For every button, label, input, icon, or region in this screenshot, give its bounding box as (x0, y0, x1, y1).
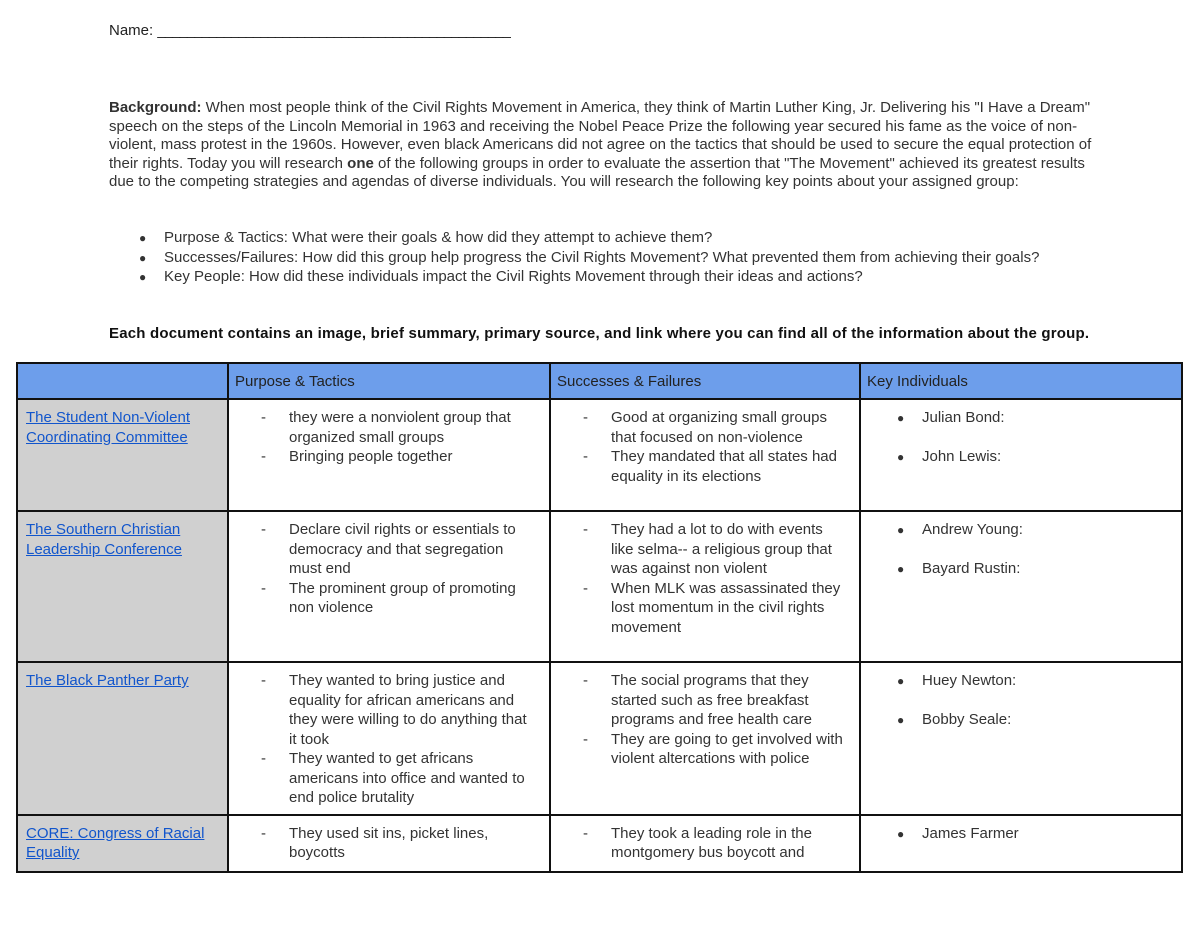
list-item: - They wanted to bring justice and equality for african americans and they were willing to do anything that it took (261, 672, 527, 748)
table-header-row (17, 363, 1182, 399)
group-cell (17, 399, 228, 511)
key-point-purpose: ● Purpose & Tactics: What were their goals & how did they attempt to achieve them? (109, 228, 1099, 248)
key-points-list (109, 228, 1099, 287)
list-item: - They mandated that all states had equality in its elections (583, 448, 837, 485)
list-item: ● Bobby Seale: (873, 710, 1169, 730)
list-item: - They wanted to get africans americans into office and wanted to end police brutality (261, 750, 525, 806)
list-item: ● Andrew Young: (873, 520, 1169, 540)
group-link-core[interactable]: CORE: Congress of Racial Equality (26, 824, 205, 861)
header-individuals: Key Individuals (860, 363, 1182, 399)
bullet-icon: ● (897, 523, 905, 537)
list-item: - Bringing people together (261, 448, 453, 465)
table-row (17, 815, 1182, 872)
header-group (17, 363, 228, 399)
list-item: ● Bayard Rustin: (873, 559, 1169, 579)
background-text-1: When most people think of the Civil Rights Movement in America, they think of Martin Luther King, Jr. Delivering his "I Have a Dream" speech on the steps of the Lincoln Memorial in 1963 and receiving the Nobel Peace Prize the following year secured his fame as the voice of non-violent, mass protest in the 1960s. However, even black Americans did not agree on the tactics that should be used to secure the equal protection of their rights. Today you will research (109, 99, 1092, 172)
list-item: - They took a leading role in the montgomery bus boycott and (583, 824, 812, 861)
purpose-cell[interactable] (228, 399, 550, 511)
bullet-icon: ● (897, 411, 905, 425)
key-point-successes: ● Successes/Failures: How did this group help progress the Civil Rights Movement? What prevented them from achieving their goals? (109, 248, 1099, 268)
bullet-icon: ● (139, 270, 147, 284)
purpose-cell[interactable] (228, 815, 550, 872)
people-cell[interactable] (860, 399, 1182, 511)
successes-cell[interactable] (550, 511, 860, 662)
header-purpose: Purpose & Tactics (228, 363, 550, 399)
group-cell (17, 511, 228, 662)
group-cell (17, 815, 228, 872)
list-item: - They used sit ins, picket lines, boycotts (261, 824, 489, 861)
group-link-sncc[interactable]: The Student Non-Violent Coordinating Committee (26, 409, 190, 446)
list-item: ● John Lewis: (873, 447, 1169, 467)
bullet-icon: ● (897, 826, 905, 841)
table-row (17, 399, 1182, 511)
bullet-icon: ● (139, 250, 147, 265)
bullet-icon: ● (897, 561, 905, 576)
name-field[interactable] (109, 22, 510, 39)
list-item: - The prominent group of promoting non violence (261, 579, 516, 616)
background-bold-word: one (347, 154, 374, 172)
key-point-people: ● Key People: How did these individuals impact the Civil Rights Movement through their ideas and actions? (109, 267, 1099, 287)
list-item: - They had a lot to do with events like selma-- a religious group that was against non violent (583, 521, 832, 577)
background-text-2: of the following groups in order to evaluate the assertion that "The Movement" achieved its greatest results due to the competing strategies and agendas of diverse individuals. You will research the following key points about your assigned group: (109, 154, 1085, 190)
list-item: - They are going to get involved with violent altercations with police (583, 730, 843, 767)
bullet-icon: ● (139, 231, 147, 245)
background-label: Background: (109, 99, 202, 116)
purpose-cell[interactable] (228, 662, 550, 815)
people-cell[interactable] (860, 815, 1182, 872)
list-item: - When MLK was assassinated they lost momentum in the civil rights movement (583, 579, 841, 636)
background-paragraph (109, 99, 1094, 192)
instructions: Each document contains an image, brief summary, primary source, and link where you can find all of the information about the group. (109, 325, 1090, 342)
table-row (17, 662, 1182, 815)
purpose-cell[interactable] (228, 511, 550, 662)
successes-cell[interactable] (550, 662, 860, 815)
list-item: - Declare civil rights or essentials to democracy and that segregation must end (261, 521, 516, 577)
people-cell[interactable] (860, 662, 1182, 815)
successes-cell[interactable] (550, 399, 860, 511)
name-blank[interactable]: ________________________________________________ (157, 22, 510, 39)
list-item: - Good at organizing small groups that focused on non-violence (583, 409, 827, 446)
people-cell[interactable] (860, 511, 1182, 662)
list-item: ● Huey Newton: (873, 671, 1169, 691)
list-item: - The social programs that they started such as free breakfast programs and free health care (583, 672, 812, 728)
bullet-icon: ● (897, 449, 905, 464)
successes-cell[interactable] (550, 815, 860, 872)
group-link-sclc[interactable]: The Southern Christian Leadership Conference (26, 521, 182, 558)
name-label: Name: (109, 22, 154, 39)
group-link-black-panther[interactable]: The Black Panther Party (26, 672, 189, 689)
research-table (16, 362, 1183, 873)
table-row (17, 511, 1182, 662)
group-cell (17, 662, 228, 815)
list-item: ● Julian Bond: (873, 408, 1169, 428)
bullet-icon: ● (897, 674, 905, 688)
list-item: - they were a nonviolent group that organized small groups (261, 409, 511, 446)
bullet-icon: ● (897, 712, 905, 727)
header-successes: Successes & Failures (550, 363, 860, 399)
list-item: ● James Farmer (873, 824, 1169, 844)
